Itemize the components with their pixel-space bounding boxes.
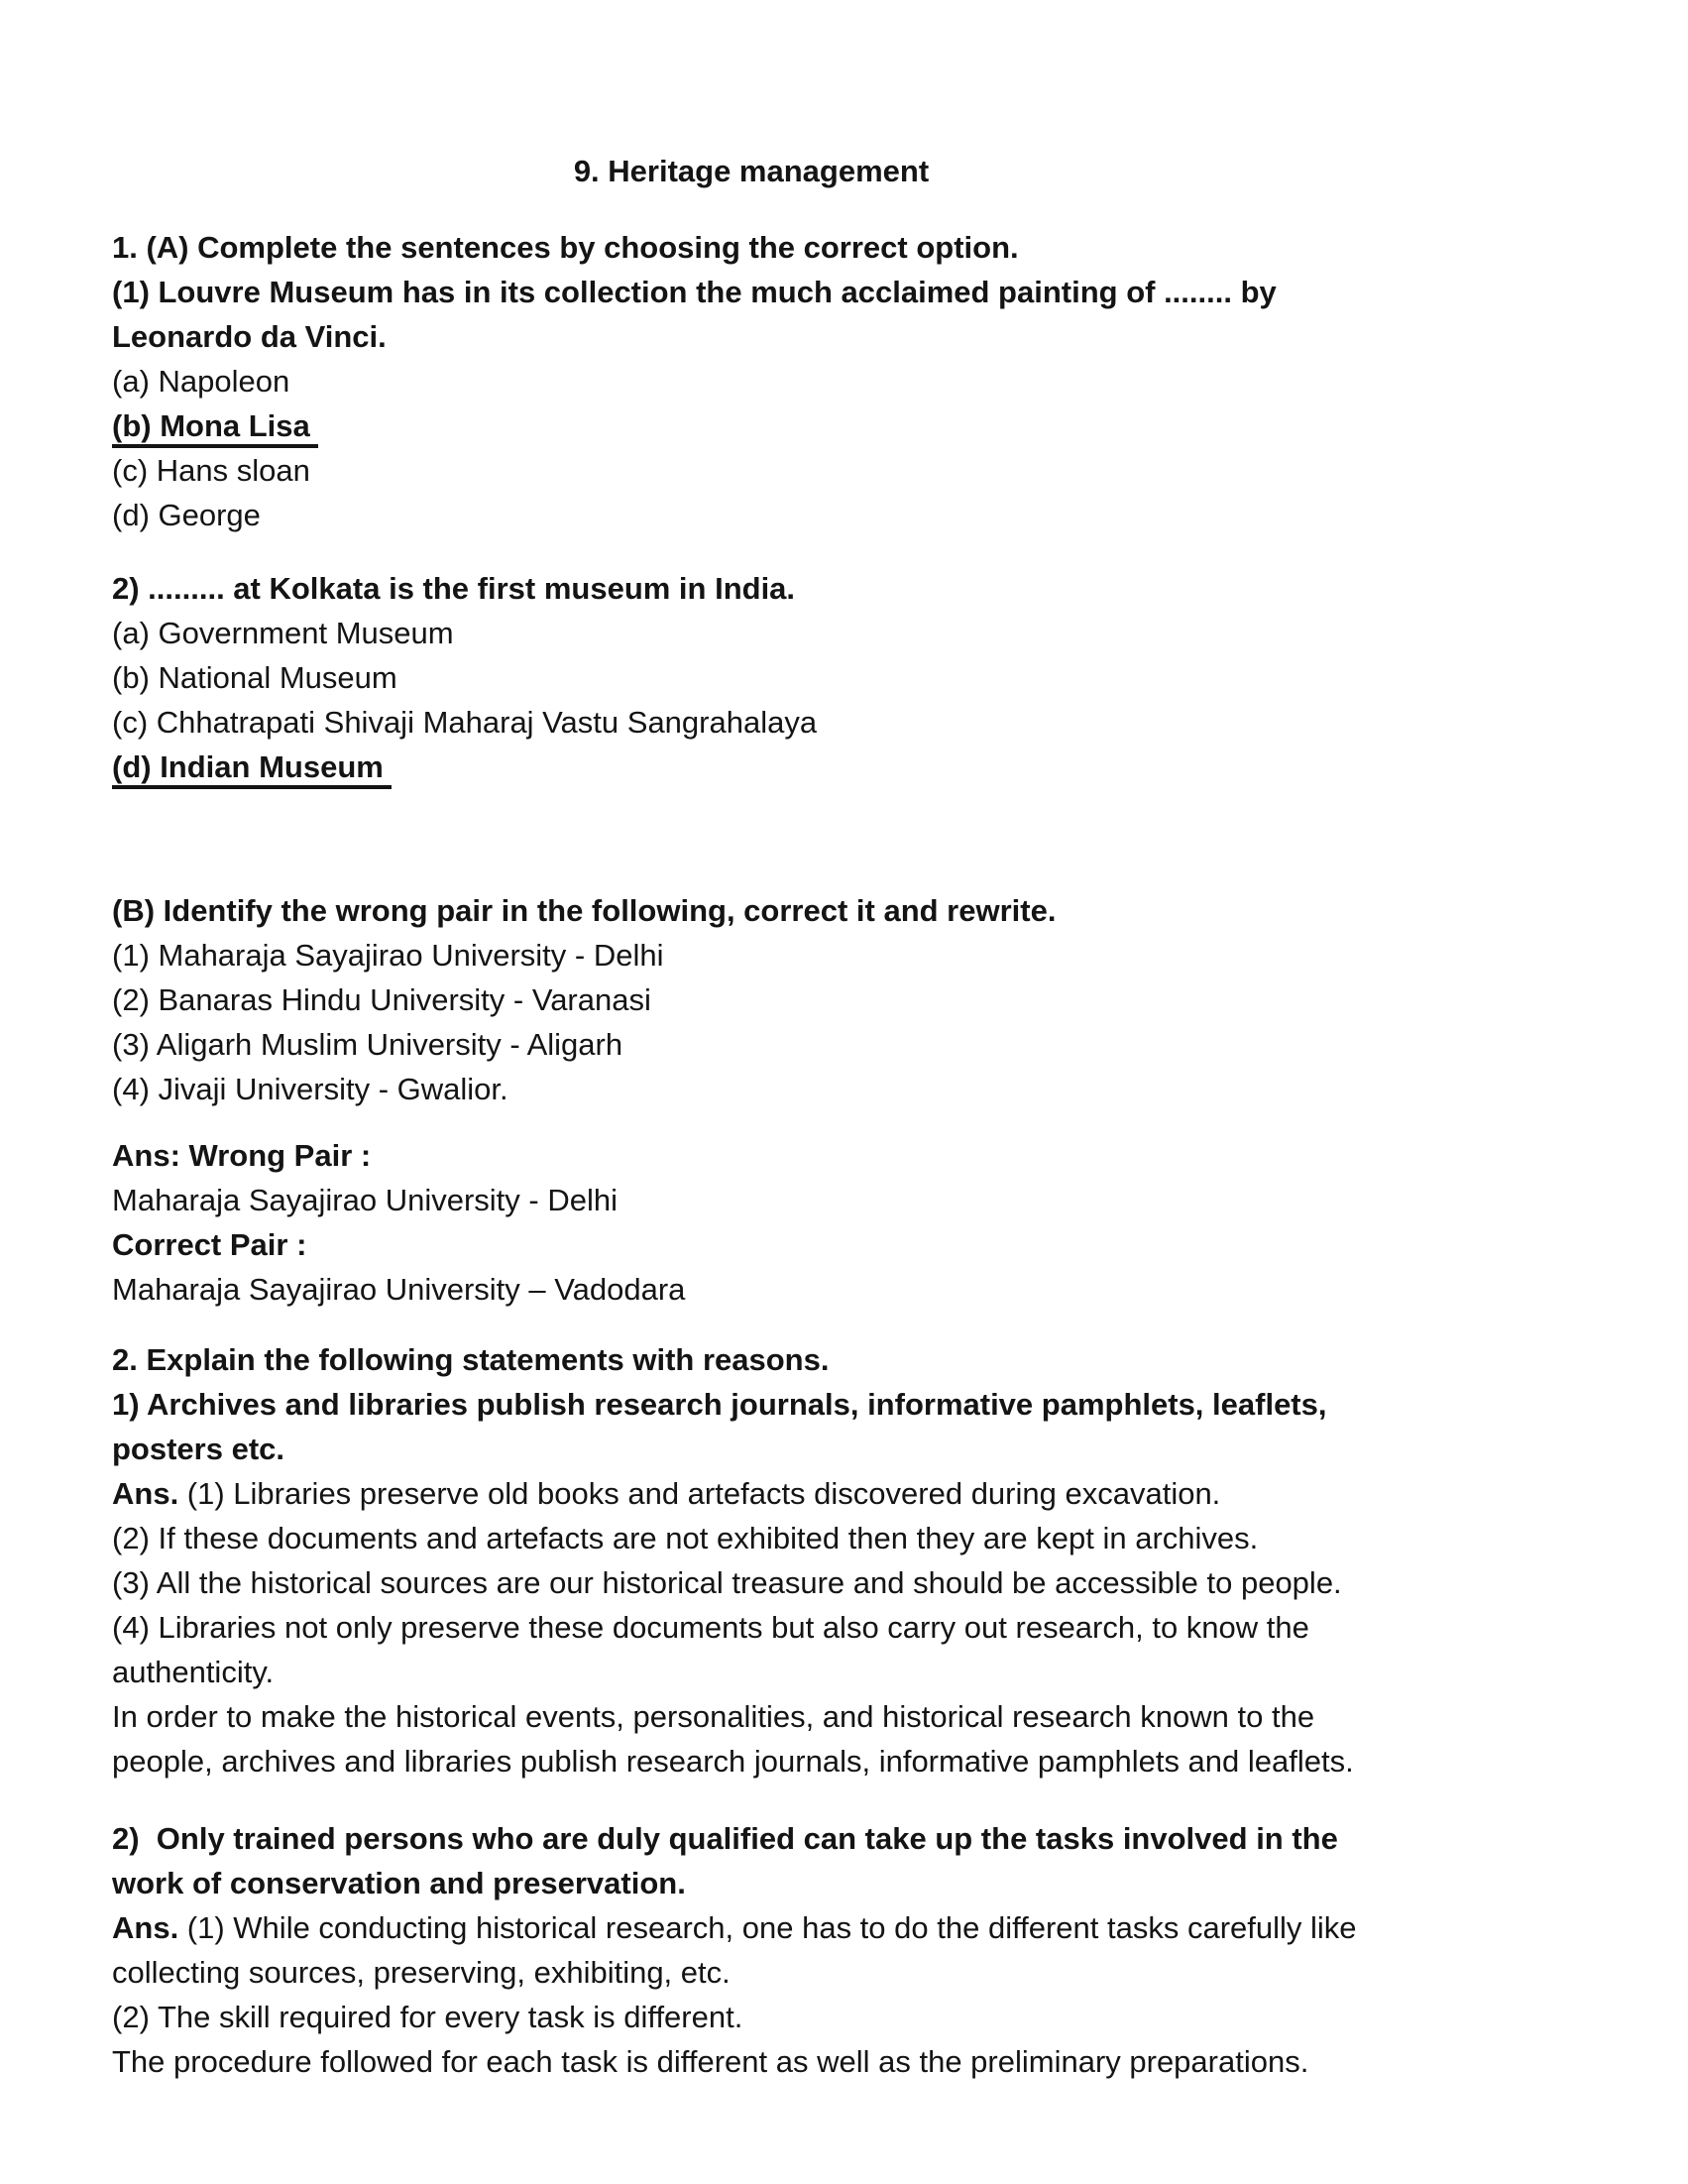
q1-text-line-2 bbox=[112, 314, 1549, 359]
q1-option-d bbox=[112, 493, 1549, 537]
s2-q2-ans-line-1 bbox=[112, 1905, 1549, 1950]
text-segment: (a) Napoleon bbox=[112, 364, 290, 399]
s2-q2-ans-line-4 bbox=[112, 2039, 1549, 2084]
text-segment: (d) George bbox=[112, 498, 261, 532]
section-2-heading bbox=[112, 1337, 1549, 1382]
1b-pair-3 bbox=[112, 1022, 1549, 1067]
q2-option-b bbox=[112, 655, 1549, 700]
q2-option-d-answer bbox=[112, 745, 1549, 789]
s2-q1-ans-line-7 bbox=[112, 1739, 1549, 1783]
s2-q1-line-1 bbox=[112, 1382, 1549, 1427]
text-segment: Maharaja Sayajirao University - Delhi bbox=[112, 1183, 618, 1217]
text-segment: 2) ......... at Kolkata is the first museum in India. bbox=[112, 571, 796, 606]
text-segment: (1) Maharaja Sayajirao University - Delhi bbox=[112, 938, 664, 973]
q1-text-line-1 bbox=[112, 270, 1549, 314]
text-segment: 9. Heritage management bbox=[573, 154, 930, 188]
text-segment: (1) Louvre Museum has in its collection the much acclaimed painting of ........ by bbox=[112, 275, 1277, 309]
text-segment: (4) Libraries not only preserve these documents but also carry out research, to know the bbox=[112, 1610, 1309, 1645]
q2-option-c bbox=[112, 700, 1549, 745]
section-1b-heading bbox=[112, 888, 1549, 933]
s2-q2-ans-line-2 bbox=[112, 1950, 1549, 1995]
s2-q1-ans-line-3 bbox=[112, 1560, 1549, 1605]
answer-underlined-text: (d) Indian Museum bbox=[112, 749, 392, 789]
text-segment: 1) Archives and libraries publish research journals, informative pamphlets, leaflets, bbox=[112, 1387, 1327, 1422]
q2-option-a bbox=[112, 611, 1549, 655]
text-segment: collecting sources, preserving, exhibiting, etc. bbox=[112, 1955, 731, 1990]
s2-q1-ans-line-6 bbox=[112, 1694, 1549, 1739]
s2-q1-ans-line-5 bbox=[112, 1650, 1549, 1694]
correct-pair-value bbox=[112, 1267, 1549, 1312]
text-segment: (c) Hans sloan bbox=[112, 453, 310, 488]
1b-pair-1 bbox=[112, 933, 1549, 977]
text-segment: (1) Libraries preserve old books and artefacts discovered during excavation. bbox=[178, 1476, 1221, 1511]
1b-pair-4 bbox=[112, 1067, 1549, 1111]
text-segment: Leonardo da Vinci. bbox=[112, 319, 387, 354]
text-segment: (b) National Museum bbox=[112, 660, 397, 695]
text-segment: Correct Pair : bbox=[112, 1227, 307, 1262]
s2-q2-line-2 bbox=[112, 1861, 1549, 1905]
text-segment: (2) The skill required for every task is different. bbox=[112, 2000, 743, 2034]
text-segment: 2. Explain the following statements with reasons. bbox=[112, 1342, 830, 1377]
q2-heading bbox=[112, 566, 1549, 611]
text-segment: posters etc. bbox=[112, 1432, 285, 1466]
text-segment: The procedure followed for each task is different as well as the preliminary preparations. bbox=[112, 2044, 1309, 2079]
text-segment: (c) Chhatrapati Shivaji Maharaj Vastu Sangrahalaya bbox=[112, 705, 818, 740]
text-segment: people, archives and libraries publish research journals, informative pamphlets and leaflets. bbox=[112, 1744, 1354, 1779]
q1-option-b-answer bbox=[112, 403, 1549, 448]
text-segment: (4) Jivaji University - Gwalior. bbox=[112, 1072, 508, 1106]
ans-wrong-pair-label bbox=[112, 1133, 1549, 1178]
s2-q2-line-1 bbox=[112, 1816, 1549, 1861]
correct-pair-label bbox=[112, 1222, 1549, 1267]
text-segment: Ans. bbox=[112, 1910, 179, 1945]
text-segment: 2) Only trained persons who are duly qualified can take up the tasks involved in the bbox=[112, 1821, 1338, 1856]
section-1a-heading bbox=[112, 225, 1549, 270]
text-segment: (2) Banaras Hindu University - Varanasi bbox=[112, 982, 651, 1017]
text-segment: (2) If these documents and artefacts are not exhibited then they are kept in archives. bbox=[112, 1521, 1259, 1555]
s2-q2-ans-line-3 bbox=[112, 1995, 1549, 2039]
q1-option-a bbox=[112, 359, 1549, 403]
text-segment: 1. (A) Complete the sentences by choosing the correct option. bbox=[112, 230, 1019, 265]
text-segment: (3) All the historical sources are our historical treasure and should be accessible to people. bbox=[112, 1565, 1342, 1600]
s2-q1-ans-line-1 bbox=[112, 1471, 1549, 1516]
s2-q1-line-2 bbox=[112, 1427, 1549, 1471]
answer-underlined-text: (b) Mona Lisa bbox=[112, 408, 318, 448]
text-segment: Maharaja Sayajirao University – Vadodara bbox=[112, 1272, 686, 1307]
text-segment: (3) Aligarh Muslim University - Aligarh bbox=[112, 1027, 623, 1062]
s2-q1-ans-line-4 bbox=[112, 1605, 1549, 1650]
text-segment: (a) Government Museum bbox=[112, 616, 454, 650]
1b-pair-2 bbox=[112, 977, 1549, 1022]
s2-q1-ans-line-2 bbox=[112, 1516, 1549, 1560]
text-segment: work of conservation and preservation. bbox=[112, 1866, 686, 1900]
text-segment: In order to make the historical events, personalities, and historical research known to the bbox=[112, 1699, 1315, 1734]
text-segment: (1) While conducting historical research, one has to do the different tasks carefully like bbox=[178, 1910, 1357, 1945]
text-segment: authenticity. bbox=[112, 1655, 275, 1689]
text-segment: Ans: Wrong Pair : bbox=[112, 1138, 372, 1173]
text-segment: (B) Identify the wrong pair in the following, correct it and rewrite. bbox=[112, 893, 1057, 928]
q1-option-c bbox=[112, 448, 1549, 493]
wrong-pair-value bbox=[112, 1178, 1549, 1222]
text-segment: Ans. bbox=[112, 1476, 179, 1511]
page-title bbox=[112, 149, 1549, 193]
